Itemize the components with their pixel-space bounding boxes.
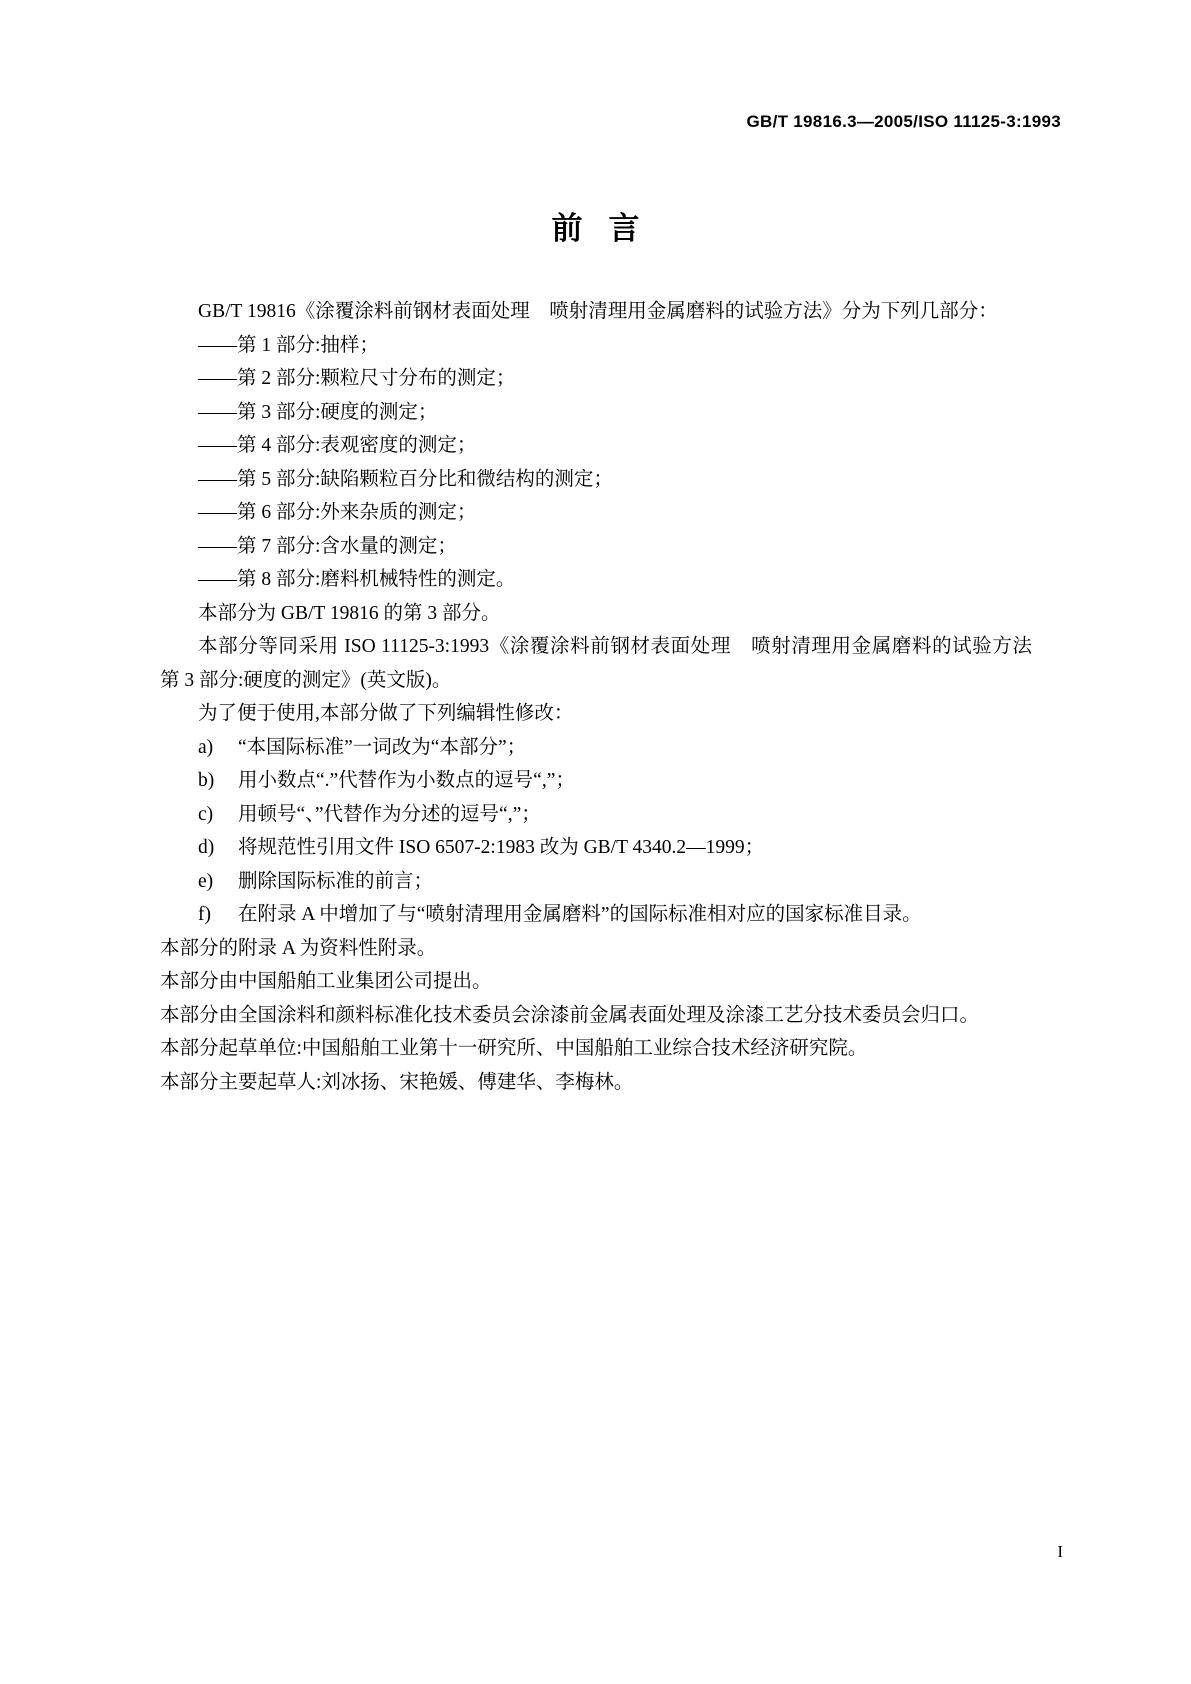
closing-paragraph: 本部分由中国船舶工业集团公司提出。 bbox=[160, 971, 492, 992]
list-item bbox=[160, 831, 1032, 865]
list-item: ——第 2 部分:颗粒尺寸分布的测定； bbox=[198, 368, 516, 389]
page-header-standard-code: GB/T 19816.3—2005/ISO 11125-3:1993 bbox=[746, 112, 1061, 131]
list-item-text: 用顿号“、”代替作为分述的逗号“,”； bbox=[238, 803, 541, 825]
scope-note: 本部分为 GB/T 19816 的第 3 部分。 bbox=[198, 602, 501, 624]
list-item-marker: d) bbox=[198, 837, 215, 858]
closing-paragraph: 本部分的附录 A 为资料性附录。 bbox=[160, 937, 437, 959]
list-item: ——第 3 部分:硬度的测定； bbox=[198, 401, 438, 423]
list-item-marker: e) bbox=[198, 870, 214, 892]
list-item-text: “本国际标准”一词改为“本部分”； bbox=[238, 736, 527, 758]
foreword-intro: GB/T 19816《涂覆涂料前钢材表面处理 喷射清理用金属磨料的试验方法》分为下列几部分： bbox=[198, 301, 998, 322]
list-item-marker: c) bbox=[198, 803, 214, 825]
closing-paragraph: 本部分主要起草人:刘冰扬、宋艳媛、傅建华、李梅林。 bbox=[160, 1071, 634, 1093]
list-item-text: 删除国际标准的前言； bbox=[238, 870, 434, 892]
list-item bbox=[160, 898, 1032, 932]
list-item: ——第 8 部分:磨料机械特性的测定。 bbox=[198, 569, 516, 590]
closing-paragraph: 本部分起草单位:中国船舶工业第十一研究所、中国船舶工业综合技术经济研究院。 bbox=[160, 1038, 868, 1059]
list-item bbox=[160, 731, 1032, 765]
foreword-body bbox=[160, 295, 1032, 1099]
list-item-marker: a) bbox=[198, 736, 214, 758]
list-item bbox=[160, 764, 1032, 798]
editorial-changes-intro: 为了便于使用,本部分做了下列编辑性修改： bbox=[198, 703, 574, 724]
list-item: ——第 7 部分:含水量的测定； bbox=[198, 535, 457, 557]
list-item-marker: f) bbox=[198, 904, 211, 925]
list-item: ——第 5 部分:缺陷颗粒百分比和微结构的测定； bbox=[198, 468, 613, 490]
list-item bbox=[160, 865, 1032, 899]
list-item: ——第 6 部分:外来杂质的测定； bbox=[198, 502, 477, 523]
list-item bbox=[160, 798, 1032, 832]
adoption-note: 本部分等同采用 ISO 11125-3:1993《涂覆涂料前钢材表面处理 喷射清理用金属磨料的试验方法 第 3 部分:硬度的测定》(英文版)。 bbox=[160, 636, 1032, 691]
page-number: I bbox=[1057, 1542, 1063, 1561]
closing-paragraph: 本部分由全国涂料和颜料标准化技术委员会涂漆前金属表面处理及涂漆工艺分技术委员会归口。 bbox=[160, 1004, 980, 1026]
list-item-text: 在附录 A 中增加了与“喷射清理用金属磨料”的国际标准相对应的国家标准目录。 bbox=[238, 904, 922, 925]
list-item-text: 用小数点“.”代替作为小数点的逗号“,”； bbox=[238, 770, 575, 791]
list-item: ——第 4 部分:表观密度的测定； bbox=[198, 435, 477, 456]
list-item-marker: b) bbox=[198, 770, 215, 791]
list-item: ——第 1 部分:抽样； bbox=[198, 334, 379, 356]
list-item-text: 将规范性引用文件 ISO 6507-2:1983 改为 GB/T 4340.2—1999； bbox=[238, 837, 765, 858]
page-title: 前言 bbox=[551, 211, 666, 246]
